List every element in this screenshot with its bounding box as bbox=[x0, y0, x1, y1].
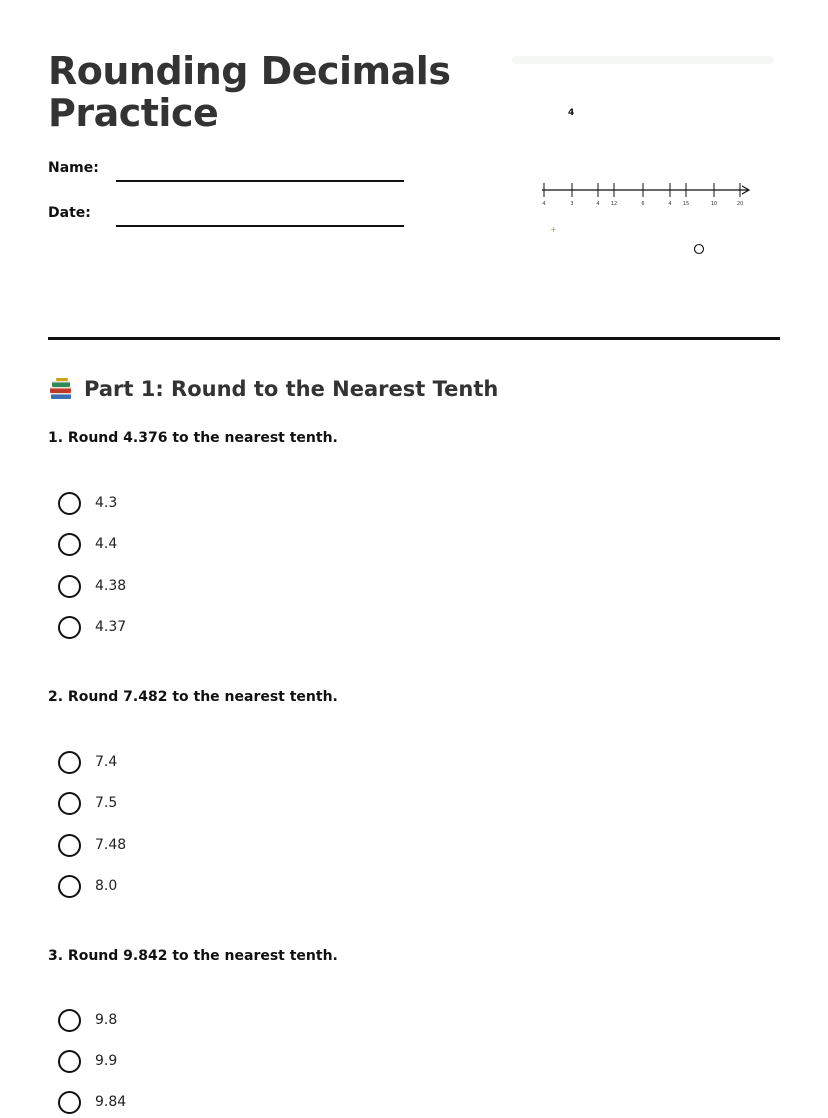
section-divider bbox=[48, 337, 780, 340]
page-title-line-1: Rounding Decimals bbox=[48, 49, 451, 93]
number-line-tick-label: 6 bbox=[641, 201, 645, 207]
answer-option[interactable] bbox=[58, 531, 117, 557]
number-line-tick-label: 20 bbox=[736, 201, 744, 207]
number-line-tick-label: 3 bbox=[570, 201, 574, 207]
answer-option[interactable] bbox=[58, 1089, 126, 1115]
answer-option[interactable] bbox=[58, 614, 126, 640]
answer-option[interactable] bbox=[58, 1048, 117, 1074]
question-text: 2. Round 7.482 to the nearest tenth. bbox=[48, 689, 338, 705]
name-field[interactable] bbox=[116, 180, 404, 182]
option-label: 7.4 bbox=[95, 754, 118, 770]
answer-option[interactable] bbox=[58, 573, 126, 599]
radio-button[interactable] bbox=[58, 792, 81, 815]
date-field[interactable] bbox=[116, 225, 404, 227]
answer-option[interactable] bbox=[58, 790, 117, 816]
option-label: 4.38 bbox=[95, 578, 127, 594]
page-title-line-2: Practice bbox=[48, 91, 219, 135]
option-label: 7.48 bbox=[95, 837, 127, 853]
radio-button[interactable] bbox=[58, 1050, 81, 1073]
question-1 bbox=[48, 428, 788, 635]
number-line-tick-label: 4 bbox=[596, 201, 600, 207]
option-label: 4.3 bbox=[95, 495, 118, 511]
radio-button[interactable] bbox=[58, 834, 81, 857]
option-label: 8.0 bbox=[95, 878, 118, 894]
number-line-tick-label: 4 bbox=[542, 201, 546, 207]
radio-button[interactable] bbox=[58, 575, 81, 598]
number-line-tick-label: 12 bbox=[610, 201, 618, 207]
radio-button[interactable] bbox=[58, 751, 81, 774]
answer-option[interactable] bbox=[58, 873, 117, 899]
number-line-tick-label: 15 bbox=[682, 201, 690, 207]
radio-button[interactable] bbox=[58, 875, 81, 898]
books-icon bbox=[48, 376, 74, 402]
question-2 bbox=[48, 687, 788, 894]
radio-button[interactable] bbox=[58, 533, 81, 556]
open-circle-marker bbox=[695, 245, 704, 254]
page-title bbox=[48, 50, 450, 134]
radio-button[interactable] bbox=[58, 616, 81, 639]
answer-option[interactable] bbox=[58, 1007, 117, 1033]
radio-button[interactable] bbox=[58, 1091, 81, 1114]
answer-option[interactable] bbox=[58, 749, 117, 775]
number-line-illustration bbox=[500, 45, 790, 275]
option-label: 9.9 bbox=[95, 1053, 118, 1069]
number-line-tick-label: 4 bbox=[668, 201, 672, 207]
option-label: 9.84 bbox=[95, 1094, 127, 1110]
radio-button[interactable] bbox=[58, 1009, 81, 1032]
question-text: 1. Round 4.376 to the nearest tenth. bbox=[48, 430, 338, 446]
number-line-tick-label: 10 bbox=[710, 201, 718, 207]
number-line-top-label: 4 bbox=[568, 108, 575, 118]
radio-button[interactable] bbox=[58, 492, 81, 515]
option-label: 7.5 bbox=[95, 795, 118, 811]
part-1-heading-text: Part 1: Round to the Nearest Tenth bbox=[84, 377, 499, 401]
part-1-heading bbox=[48, 374, 498, 404]
option-label: 9.8 bbox=[95, 1012, 118, 1028]
date-label: Date: bbox=[48, 205, 91, 221]
question-3 bbox=[48, 946, 788, 1110]
question-text: 3. Round 9.842 to the nearest tenth. bbox=[48, 948, 338, 964]
answer-option[interactable] bbox=[58, 832, 126, 858]
option-label: 4.4 bbox=[95, 536, 118, 552]
number-line-tick-labels bbox=[542, 201, 743, 207]
answer-option[interactable] bbox=[58, 490, 117, 516]
name-label: Name: bbox=[48, 160, 99, 176]
option-label: 4.37 bbox=[95, 619, 127, 635]
plus-mark: + bbox=[550, 225, 557, 234]
